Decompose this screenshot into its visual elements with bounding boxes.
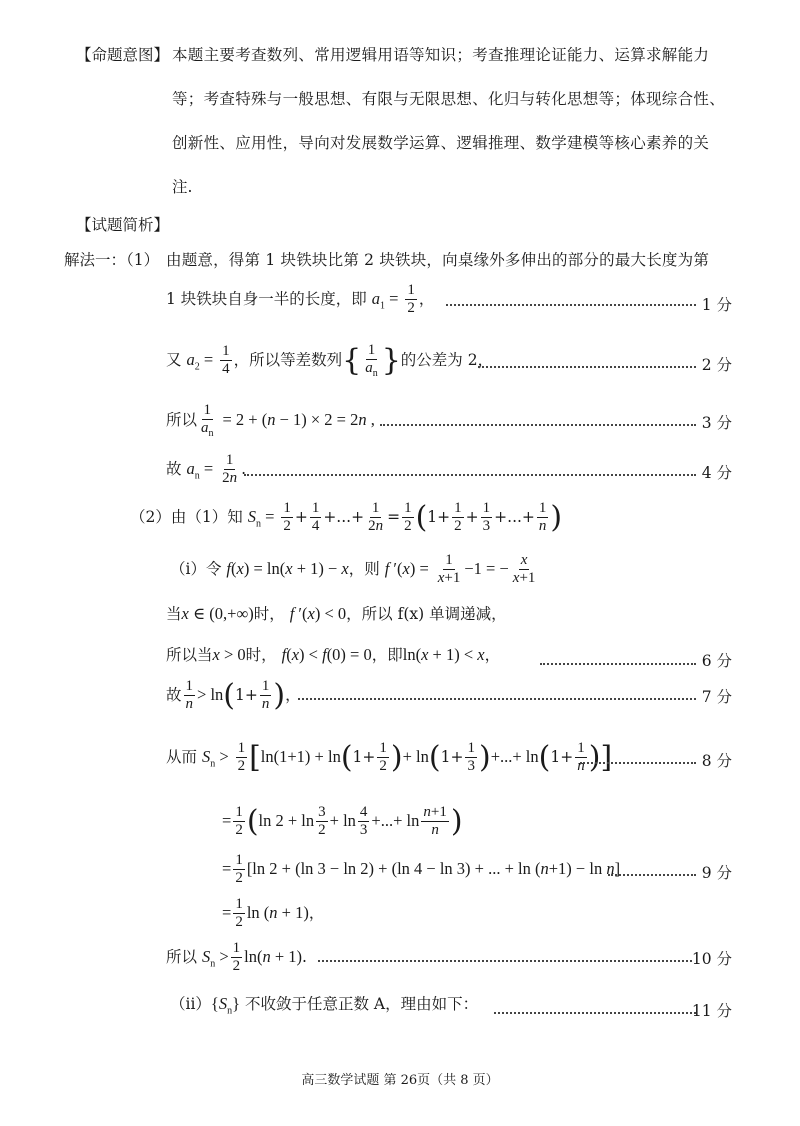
p2-sum: （2）由（1）知 $S_n$ = $\frac{1}{2}$ + $\frac{1}{4}$ +...+ $\frac{1}{2n}$ = $\frac{1}{2}$ (1+ $\frac{1}{2}$ + $\frac{1}{3}$ +...+ $\frac{1}{n}$ ) (130, 499, 563, 535)
score-1: 1 分 (701, 296, 732, 314)
p2-step3: = $\frac{1}{2}$ ln (n + 1)， (222, 896, 325, 931)
dots-7 (298, 698, 696, 700)
intent-line-4: 注. (172, 178, 193, 196)
analysis-label: 【试题简析】 (76, 216, 170, 234)
p1-a2: 又 $a_2$ = $\frac{1}{4}$ ，所以等差数列{ $\frac{1}{a_n}$ }的公差为 2， (166, 342, 494, 380)
score-8: 8 分 (701, 752, 732, 770)
p2-so-when: 所以当x > 0时， f(x) < f(0) = 0，即ln(x + 1) < x， (166, 645, 501, 664)
p1-line2: 1 块铁块自身一半的长度，即 $a_1$ = $\frac{1}{2}$ ， (166, 282, 435, 317)
score-10: 10 分 (691, 950, 732, 968)
p2-when: 当x ∈ (0,+∞)时， f ′(x) < 0，所以 f(x) 单调递减， (166, 604, 507, 623)
intent-line-1: 本题主要考查数列、常用逻辑用语等知识；考查推理论证能力、运算求解能力 (172, 46, 710, 64)
score-11: 11 分 (691, 1002, 732, 1020)
p1-hence: 故 $a_n$ = $\frac{1}{2n}$ . (166, 452, 247, 487)
p2-ineq: 故 $\frac{1}{n}$ > ln(1+ $\frac{1}{n}$ )， (166, 677, 301, 713)
dots-9 (608, 874, 696, 876)
p2-step2: = $\frac{1}{2}$ [ln 2 + (ln 3 − ln 2) + (ln 4 − ln 3) + ... + ln (n+1) − ln n] (222, 852, 621, 887)
p2-ii: $(ii)\{S_n\}$ 不收敛于任意正数 A，理由如下： (170, 994, 479, 1017)
intent-line-3: 创新性、应用性，导向对发展数学运算、逻辑推理、数学建模等核心素养的关 (172, 134, 710, 152)
fraction-1-2: $\frac{1}{2}$ (407, 282, 415, 317)
dots-11 (494, 1012, 696, 1014)
score-4: 4 分 (701, 464, 732, 482)
p2-step1: = $\frac{1}{2}$ (ln 2 + ln $\frac{3}{2}$ + ln $\frac{4}{3}$ +...+ ln $\frac{n+1}{n}$ ) (222, 803, 463, 839)
score-6: 6 分 (701, 652, 732, 670)
dots-6 (540, 663, 696, 665)
p2-i-def: （i）令 f(x) = ln(x + 1) − x，则 f ′(x) = $\frac{1}{x+1}$ −1 = − $\frac{x}{x+1}$ (170, 552, 536, 587)
method-label: 解法一：（1） (64, 251, 160, 269)
dots-2 (478, 366, 696, 368)
p1-so: 所以 $\frac{1}{a_n}$ = 2 + (n − 1) × 2 = 2n , (166, 402, 375, 440)
score-3: 3 分 (701, 414, 732, 432)
p2-sn-bound: 从而 $S_n$ > $\frac{1}{2}$ [ln(1+1) + ln(1+ $\frac{1}{2}$ )+ ln(1+ $\frac{1}{3}$ )+...+ ln(1+ $\frac{1}{n}$ )] (166, 739, 613, 775)
dots-10 (318, 960, 692, 962)
intent-line-2: 等；考查特殊与一般思想、有限与无限思想、化归与转化思想等；体现综合性、 (172, 90, 726, 108)
dots-4 (244, 474, 696, 476)
intent-label: 【命题意图】 (76, 46, 170, 64)
dots-1 (446, 304, 696, 306)
dots-8 (580, 762, 696, 764)
p2-result: 所以 $S_n$ > $\frac{1}{2}$ ln(n + 1). (166, 940, 307, 975)
score-7: 7 分 (701, 688, 732, 706)
p1-line1: 由题意，得第 1 块铁块比第 2 块铁块，向桌缘外多伸出的部分的最大长度为第 (166, 251, 710, 269)
score-9: 9 分 (701, 864, 732, 882)
score-2: 2 分 (701, 356, 732, 374)
dots-3 (380, 424, 696, 426)
page-footer: 高三数学试题 第 26页（共 8 页） (301, 1073, 499, 1088)
